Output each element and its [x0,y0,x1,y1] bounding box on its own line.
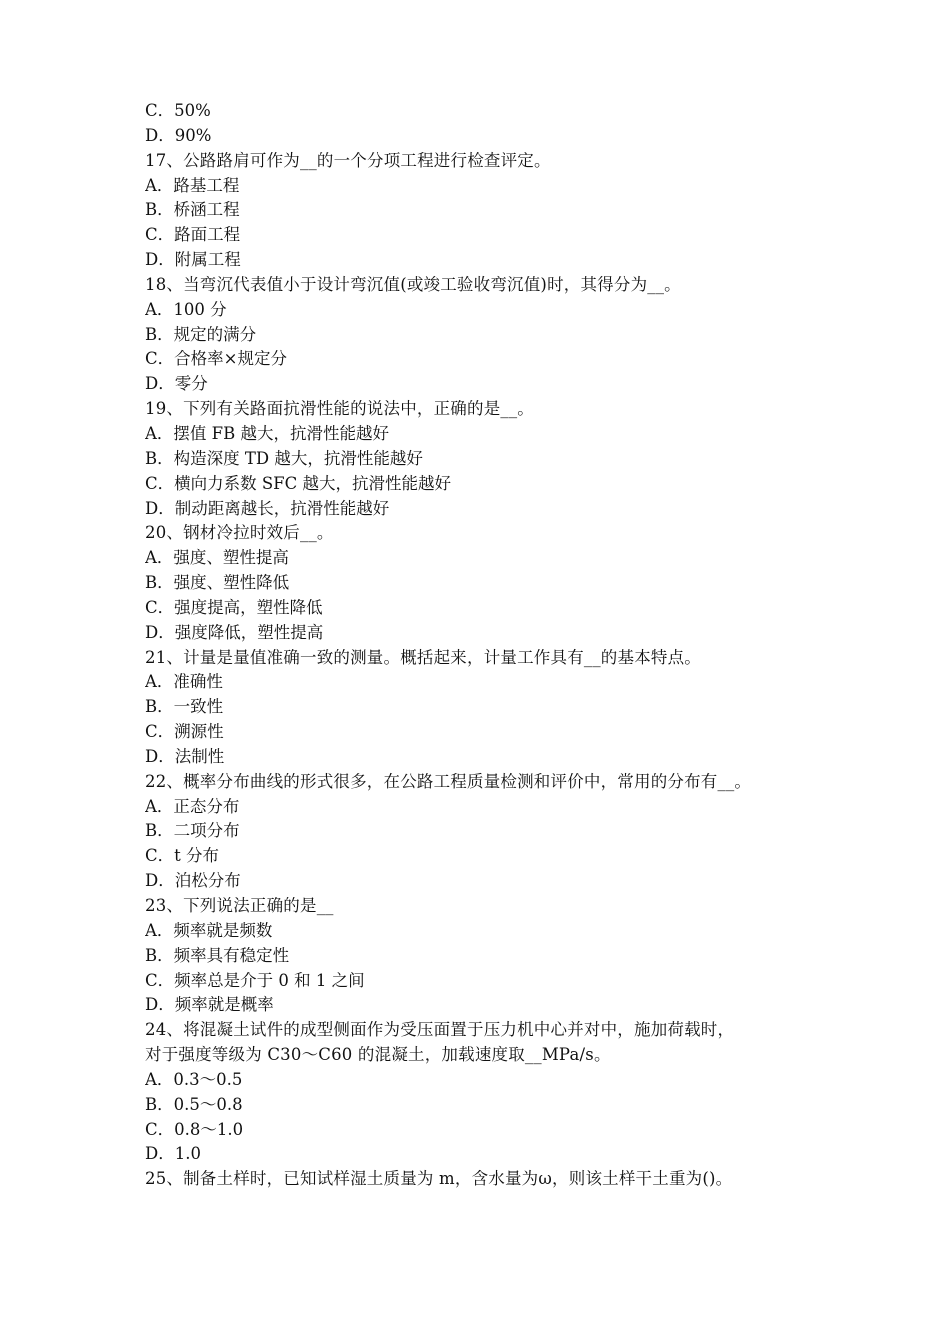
question-text: 22、概率分布曲线的形式很多，在公路工程质量检测和评价中，常用的分布有__。 [145,771,752,791]
answer-option: C．0.8～1.0 [145,1119,244,1139]
question-text: 17、公路路肩可作为__的一个分项工程进行检查评定。 [145,150,551,170]
question-text: 19、下列有关路面抗滑性能的说法中，正确的是__。 [145,399,534,419]
answer-option: D．频率就是概率 [145,995,274,1015]
answer-option: D．强度降低，塑性提高 [145,622,324,642]
answer-option: D．法制性 [145,746,225,766]
answer-option: B．强度、塑性降低 [145,573,290,593]
answer-option: B．0.5～0.8 [145,1094,243,1114]
question-text: 25、制备土样时，已知试样湿土质量为 m，含水量为ω，则该土样干土重为()。 [145,1169,733,1189]
answer-option: A．0.3～0.5 [145,1069,243,1089]
answer-option: D．附属工程 [145,250,241,270]
answer-option: B．构造深度 TD 越大，抗滑性能越好 [145,448,423,468]
answer-option: A．摆值 FB 越大，抗滑性能越好 [145,423,389,443]
answer-option: B．桥涵工程 [145,200,240,220]
answer-option: C．溯源性 [145,722,224,742]
question-text: 23、下列说法正确的是__ [145,896,334,915]
answer-option: D．制动距离越长，抗滑性能越好 [145,498,390,518]
question-list [145,99,825,1192]
answer-option: C．50% [145,101,211,120]
answer-option: A．正态分布 [145,796,240,816]
answer-option: B．一致性 [145,697,224,717]
answer-option: C．频率总是介于 0 和 1 之间 [145,970,365,990]
answer-option: C．路面工程 [145,225,241,245]
answer-option: D．1.0 [145,1144,201,1164]
question-text: 对于强度等级为 C30～C60 的混凝土，加载速度取__MPa/s。 [145,1045,611,1065]
answer-option: C．合格率×规定分 [145,349,287,369]
answer-option: B．频率具有稳定性 [145,945,290,965]
answer-option: D．零分 [145,374,208,394]
answer-option: A．100 分 [145,299,227,319]
answer-option: C．t 分布 [145,846,220,866]
answer-option: B．二项分布 [145,821,240,841]
answer-option: A．路基工程 [145,175,240,195]
answer-option: C．强度提高，塑性降低 [145,597,323,617]
answer-option: A．准确性 [145,672,223,692]
answer-option: D．90% [145,125,212,145]
question-text: 21、计量是量值准确一致的测量。概括起来，计量工作具有__的基本特点。 [145,647,701,667]
answer-option: A．强度、塑性提高 [145,548,289,568]
answer-option: D．泊松分布 [145,871,241,891]
answer-option: A．频率就是频数 [145,920,273,940]
question-text: 18、当弯沉代表值小于设计弯沉值(或竣工验收弯沉值)时，其得分为__。 [145,274,681,294]
question-text: 20、钢材冷拉时效后__。 [145,523,334,543]
answer-option: C．横向力系数 SFC 越大，抗滑性能越好 [145,473,451,493]
question-text: 24、将混凝土试件的成型侧面作为受压面置于压力机中心并对中，施加荷载时， [145,1020,735,1040]
answer-option: B．规定的满分 [145,324,257,344]
